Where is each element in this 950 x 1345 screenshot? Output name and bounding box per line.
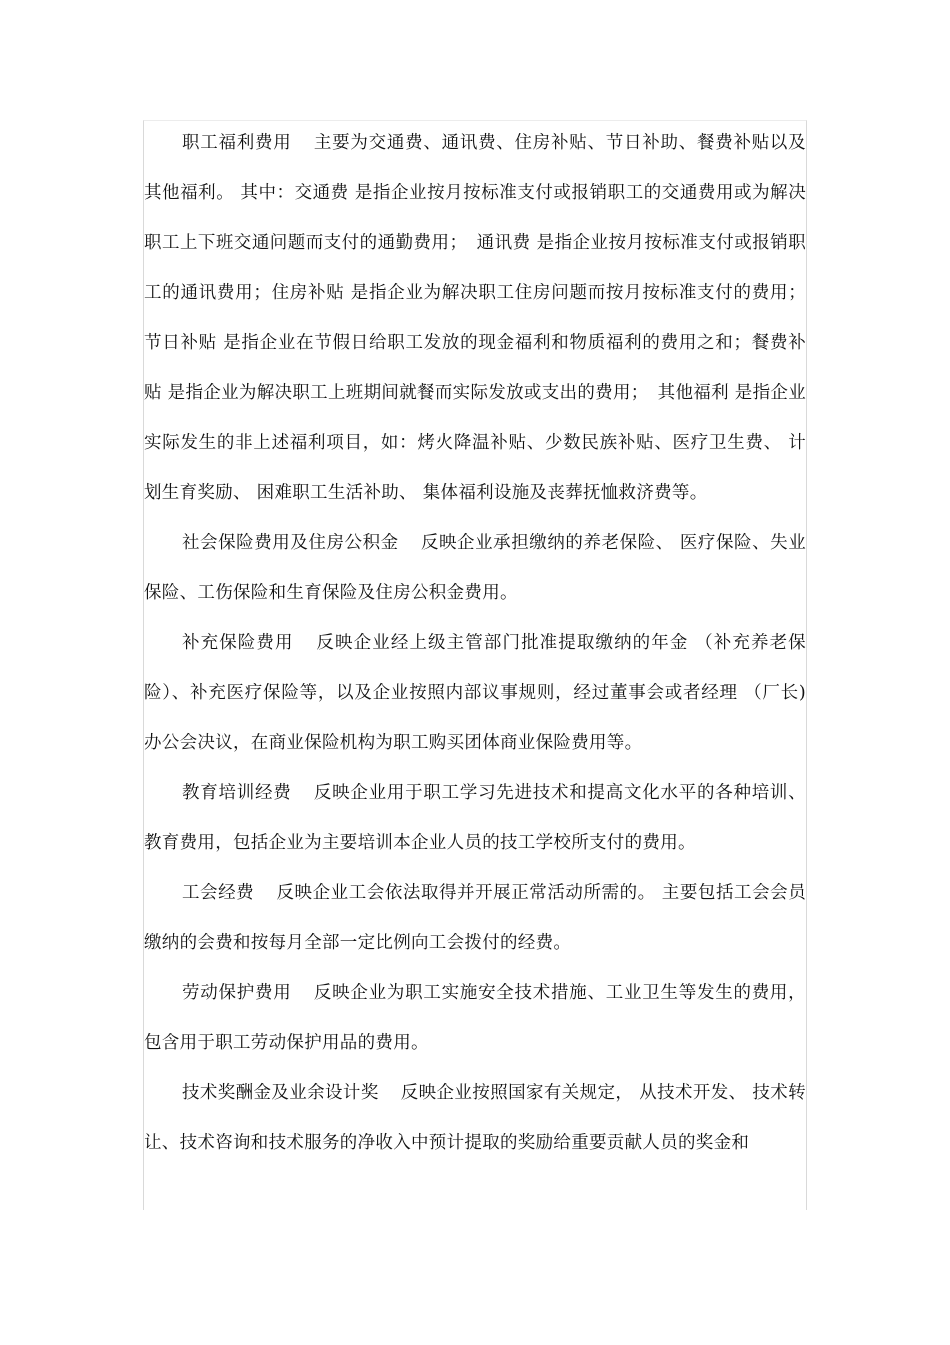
- paragraph-technical-award: [144, 1068, 806, 1168]
- term-label: 教育培训经费: [182, 783, 292, 803]
- paragraph-text: 反映企业按照国家有关规定， 从技术开发、 技术转让、技术咨询和技术服务的净收入中预计提取的奖励给重要贡献人员的奖金和: [144, 1083, 806, 1153]
- paragraph-union-fund: [144, 868, 806, 968]
- paragraph-text: 主要为交通费、通讯费、住房补贴、节日补助、餐费补贴以及其他福利。 其中：交通费 是指企业按月按标准支付或报销职工的交通费用或为解决职工上下班交通问题而支付的通勤费用； 通讯费 是指企业按月按标准支付或报销职工的通讯费用；住房补贴 是指企业为解决职工住房问题而按月按标准支付的费用；节日补贴 是指企业在节假日给职工发放的现金福利和物质福利的费用之和；餐费补贴 是指企业为解决职工上班期间就餐而实际发放或支出的费用； 其他福利 是指企业实际发生的非上述福利项目，如：烤火降温补贴、少数民族补贴、医疗卫生费、 计划生育奖励、 困难职工生活补助、 集体福利设施及丧葬抚恤救济费等。: [144, 133, 806, 503]
- paragraph-text: 反映企业工会依法取得并开展正常活动所需的。 主要包括工会会员缴纳的会费和按每月全部一定比例向工会拨付的经费。: [144, 883, 807, 953]
- paragraph-labor-protection: [144, 968, 806, 1068]
- term-label: 技术奖酬金及业余设计奖: [182, 1083, 379, 1103]
- term-label: 劳动保护费用: [182, 983, 292, 1003]
- paragraph-staff-welfare: [144, 118, 806, 518]
- paragraph-text: 反映企业用于职工学习先进技术和提高文化水平的各种培训、教育费用，包括企业为主要培训本企业人员的技工学校所支付的费用。: [144, 783, 806, 853]
- term-label: 社会保险费用及住房公积金: [182, 533, 399, 553]
- document-body: [144, 118, 806, 1168]
- term-label: 补充保险费用: [182, 633, 294, 653]
- paragraph-supplementary-insurance: [144, 618, 806, 768]
- paragraph-text: 反映企业为职工实施安全技术措施、工业卫生等发生的费用，包含用于职工劳动保护用品的费用。: [144, 983, 806, 1053]
- paragraph-text: 反映企业经上级主管部门批准提取缴纳的年金 （补充养老保险）、补充医疗保险等，以及企业按照内部议事规则，经过董事会或者经理 （厂长)办公会决议，在商业保险机构为职工购买团体商业保险费用等。: [144, 633, 806, 753]
- paragraph-text: 反映企业承担缴纳的养老保险、 医疗保险、失业保险、工伤保险和生育保险及住房公积金费用。: [144, 533, 806, 603]
- term-label: 职工福利费用: [182, 133, 292, 153]
- paragraph-social-insurance: [144, 518, 806, 618]
- paragraph-education-training: [144, 768, 806, 868]
- term-label: 工会经费: [182, 883, 255, 903]
